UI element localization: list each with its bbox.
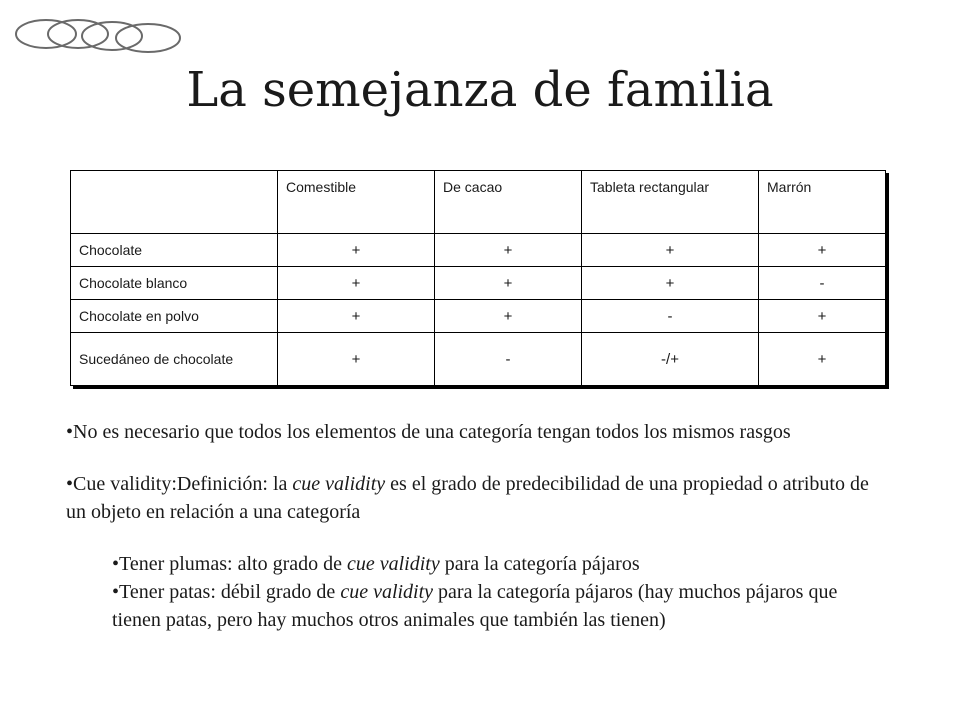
table-cell: -/+ bbox=[582, 333, 759, 386]
row-label: Chocolate blanco bbox=[71, 267, 278, 300]
table-header-row bbox=[71, 171, 886, 234]
header-cell-de-cacao: De cacao bbox=[435, 171, 582, 234]
sub-bullet-item bbox=[112, 578, 886, 634]
table-cell: + bbox=[582, 267, 759, 300]
header-cell-comestible: Comestible bbox=[278, 171, 435, 234]
table-cell: - bbox=[582, 300, 759, 333]
bullet-list bbox=[66, 418, 886, 634]
row-label: Sucedáneo de chocolate bbox=[71, 333, 278, 386]
logo-oval-4 bbox=[116, 24, 180, 52]
bullet-text: para la categoría pájaros (hay muchos pájaros que tienen patas, pero hay muchos otros animales que también las tienen) bbox=[112, 581, 838, 631]
table-cell: - bbox=[759, 267, 886, 300]
bullet-text: es el grado de predecibilidad de una propiedad o atributo de un objeto en relación a una categoría bbox=[66, 473, 869, 523]
row-label: Chocolate en polvo bbox=[71, 300, 278, 333]
table-cell: + bbox=[278, 333, 435, 386]
bullet-item bbox=[66, 470, 886, 526]
bullet-text: No es necesario que todos los elementos de una categoría tengan todos los mismos rasgos bbox=[73, 421, 791, 443]
table-cell: + bbox=[759, 300, 886, 333]
header-cell-tableta: Tableta rectangular bbox=[582, 171, 759, 234]
table-cell: + bbox=[435, 234, 582, 267]
table-row bbox=[71, 300, 886, 333]
table-row bbox=[71, 267, 886, 300]
bullet-text: Tener patas: débil grado de bbox=[119, 581, 341, 603]
table-cell: - bbox=[435, 333, 582, 386]
table-cell: + bbox=[278, 300, 435, 333]
bullet-dot: • bbox=[66, 473, 74, 495]
ovals-logo bbox=[8, 14, 188, 58]
logo-oval-1 bbox=[16, 20, 76, 48]
table-cell: + bbox=[759, 333, 886, 386]
table-cell: + bbox=[759, 234, 886, 267]
bullet-text: Tener plumas: alto grado de bbox=[119, 553, 347, 575]
bullet-dot: • bbox=[66, 421, 74, 443]
header-cell-marron: Marrón bbox=[759, 171, 886, 234]
bullet-dot: • bbox=[112, 553, 120, 575]
bullet-emphasis: cue validity bbox=[346, 553, 440, 575]
table-cell: + bbox=[435, 300, 582, 333]
row-label: Chocolate bbox=[71, 234, 278, 267]
features-table bbox=[70, 170, 886, 386]
page-title: La semejanza de familia bbox=[186, 62, 774, 118]
table-cell: + bbox=[582, 234, 759, 267]
sub-bullet-item bbox=[112, 550, 886, 578]
sub-bullet-list bbox=[112, 550, 886, 634]
table-cell: + bbox=[278, 267, 435, 300]
features-table-container bbox=[70, 170, 886, 386]
table-row bbox=[71, 234, 886, 267]
bullet-dot: • bbox=[112, 581, 120, 603]
header-cell-empty bbox=[71, 171, 278, 234]
bullet-item bbox=[66, 418, 886, 446]
table-row bbox=[71, 333, 886, 386]
bullet-text: Cue validity:Definición: la bbox=[73, 473, 293, 495]
bullet-emphasis: cue validity bbox=[340, 581, 434, 603]
bullet-text: para la categoría pájaros bbox=[439, 553, 640, 575]
table-cell: + bbox=[435, 267, 582, 300]
bullet-emphasis: cue validity bbox=[292, 473, 386, 495]
table-cell: + bbox=[278, 234, 435, 267]
